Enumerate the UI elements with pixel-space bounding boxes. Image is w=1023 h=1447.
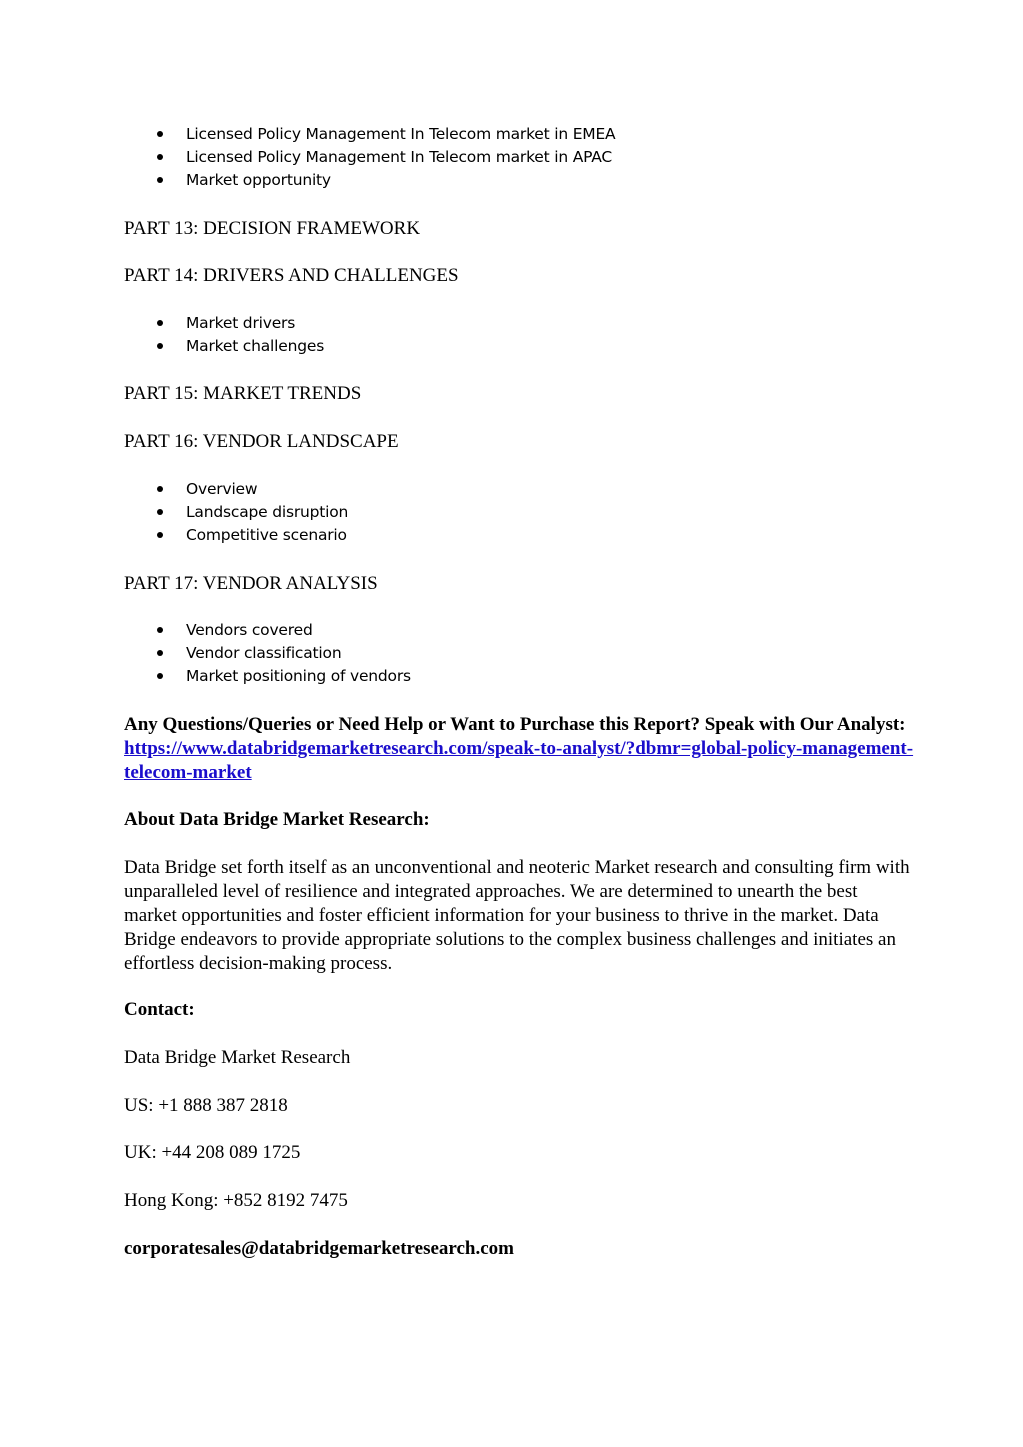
bullet-icon <box>157 320 163 326</box>
bullet-icon <box>157 509 163 515</box>
bullet-icon <box>157 343 163 349</box>
bullet-icon <box>157 154 163 160</box>
part17-list <box>0 619 1023 688</box>
list-item: Competitive scenario <box>0 524 1023 547</box>
bullet-icon <box>157 131 163 137</box>
part15-heading: PART 15: MARKET TRENDS <box>124 383 362 404</box>
part17-heading: PART 17: VENDOR ANALYSIS <box>124 573 378 594</box>
part13-heading: PART 13: DECISION FRAMEWORK <box>124 218 421 239</box>
contact-heading: Contact: <box>124 999 195 1020</box>
company-name: Data Bridge Market Research <box>124 1047 351 1068</box>
cta-text: Any Questions/Queries or Need Help or Want to Purchase this Report? Speak with Our Analyst: <box>124 714 906 735</box>
uk-phone: UK: +44 208 089 1725 <box>124 1142 301 1163</box>
us-phone: US: +1 888 387 2818 <box>124 1095 288 1116</box>
part14-heading: PART 14: DRIVERS AND CHALLENGES <box>124 265 459 286</box>
bullet-icon <box>157 177 163 183</box>
bullet-icon <box>157 673 163 679</box>
part16-heading: PART 16: VENDOR LANDSCAPE <box>124 431 399 452</box>
list-item: Market opportunity <box>0 169 1023 192</box>
contact-email[interactable]: corporatesales@databridgemarketresearch.com <box>124 1238 515 1259</box>
hk-phone: Hong Kong: +852 8192 7475 <box>124 1190 348 1211</box>
part14-list <box>0 312 1023 358</box>
list-item: Market drivers <box>0 312 1023 335</box>
list-item: Overview <box>0 478 1023 501</box>
bullet-icon <box>157 486 163 492</box>
list-item: Market positioning of vendors <box>0 665 1023 688</box>
regional-market-list <box>0 123 1023 192</box>
about-body: Data Bridge set forth itself as an unconventional and neoteric Market research and consulting firm with unparalleled level of resilience and integrated approaches. We are determined to unearth the best market opportunities and foster efficient information for your business to thrive in the market. Data Bridge endeavors to provide appropriate solutions to the complex business challenges and initiates an effortless decision-making process. <box>124 857 910 974</box>
about-heading: About Data Bridge Market Research: <box>124 809 430 830</box>
list-item: Licensed Policy Management In Telecom market in EMEA <box>0 123 1023 146</box>
part16-list <box>0 478 1023 547</box>
list-item: Landscape disruption <box>0 501 1023 524</box>
bullet-icon <box>157 532 163 538</box>
list-item: Licensed Policy Management In Telecom market in APAC <box>0 146 1023 169</box>
bullet-icon <box>157 650 163 656</box>
cta-paragraph <box>124 713 914 785</box>
list-item: Vendor classification <box>0 642 1023 665</box>
list-item: Market challenges <box>0 335 1023 358</box>
bullet-icon <box>157 627 163 633</box>
speak-to-analyst-link[interactable]: https://www.databridgemarketresearch.com/speak-to-analyst/?dbmr=global-policy-management-telecom-market <box>124 738 914 783</box>
list-item: Vendors covered <box>0 619 1023 642</box>
